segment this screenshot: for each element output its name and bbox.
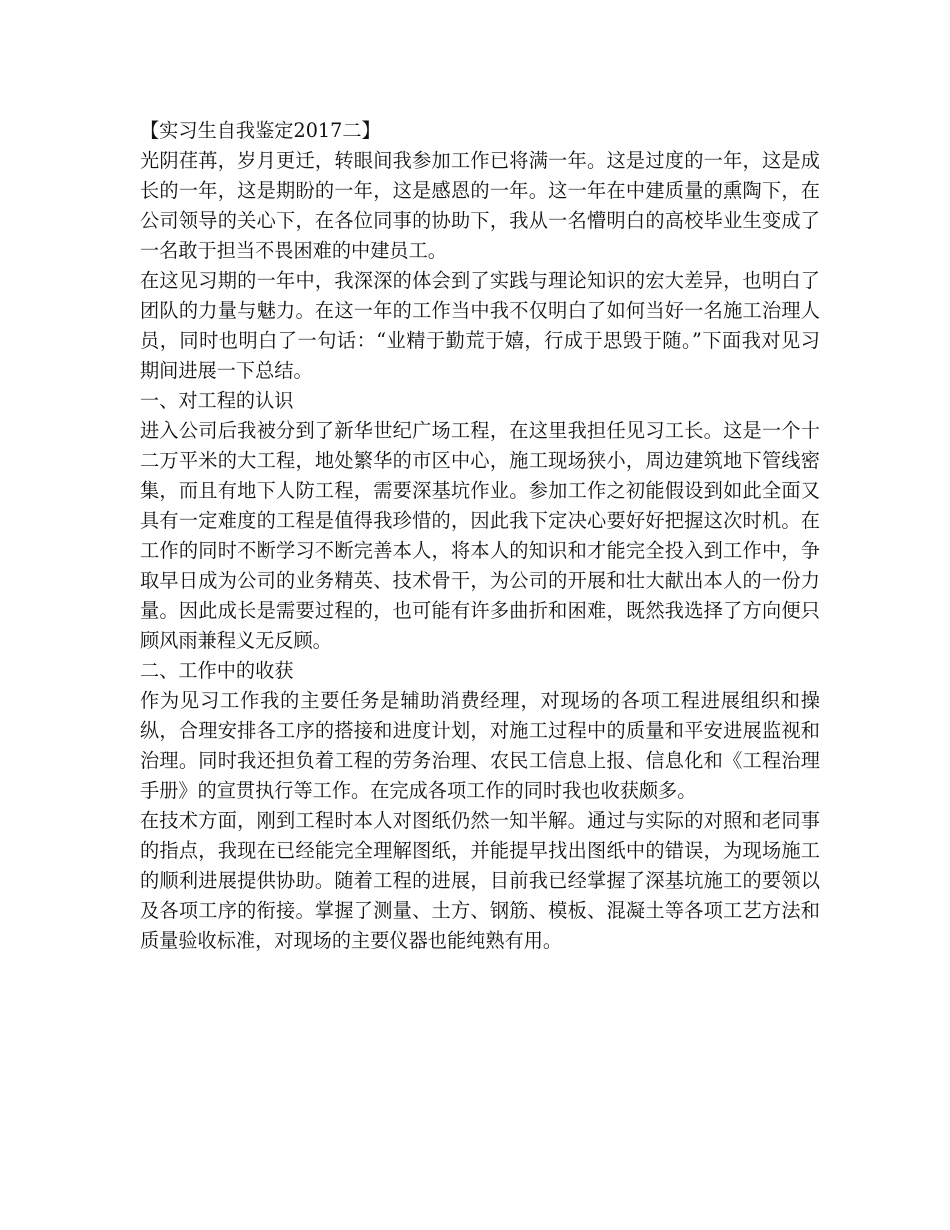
document-body [140,116,820,956]
intro-paragraph: 在这见习期的一年中，我深深的体会到了实践与理论知识的宏大差异，也明白了团队的力量与魅力。在这一年的工作当中我不仅明白了如何当好一名施工治理人员，同时也明白了一句话：“业精于勤荒于嬉，行成于思毁于随。”下面我对见习期间进展一下总结。 [140,269,820,382]
section-heading: 二、工作中的收获 [140,659,294,682]
section-heading: 一、对工程的认识 [140,389,294,412]
section-paragraph: 作为见习工作我的主要任务是辅助消费经理，对现场的各项工程进展组织和操纵，合理安排各工序的搭接和进度计划，对施工过程中的质量和平安进展监视和治理。同时我还担负着工程的劳务治理、农民工信息上报、信息化和《工程治理手册》的宣贯执行等工作。在完成各项工作的同时我也收获颇多。 [140,689,820,802]
section-paragraph: 进入公司后我被分到了新华世纪广场工程，在这里我担任见习工长。这是一个十二万平米的大工程，地处繁华的市区中心，施工现场狭小，周边建筑地下管线密集，而且有地下人防工程，需要深基坑作业。参加工作之初能假设到如此全面又具有一定难度的工程是值得我珍惜的，因此我下定决心要好好把握这次时机。在工作的同时不断学习不断完善本人，将本人的知识和才能完全投入到工作中，争取早日成为公司的业务精英、技术骨干，为公司的开展和壮大献出本人的一份力量。因此成长是需要过程的，也可能有许多曲折和困难，既然我选择了方向便只顾风雨兼程义无反顾。 [140,419,820,652]
section-paragraph: 在技术方面，刚到工程时本人对图纸仍然一知半解。通过与实际的对照和老同事的指点，我现在已经能完全理解图纸，并能提早找出图纸中的错误，为现场施工的顺利进展提供协助。随着工程的进展，目前我已经掌握了深基坑施工的要领以及各项工序的衔接。掌握了测量、土方、钢筋、模板、混凝土等各项工艺方法和质量验收标准，对现场的主要仪器也能纯熟有用。 [140,809,820,952]
intro-paragraph: 光阴荏苒，岁月更迁，转眼间我参加工作已将满一年。这是过度的一年，这是成长的一年，这是期盼的一年，这是感恩的一年。这一年在中建质量的熏陶下，在公司领导的关心下，在各位同事的协助下，我从一名懵明白的高校毕业生变成了一名敢于担当不畏困难的中建员工。 [140,149,820,262]
document-title: 【实习生自我鉴定2017二】 [140,119,381,142]
